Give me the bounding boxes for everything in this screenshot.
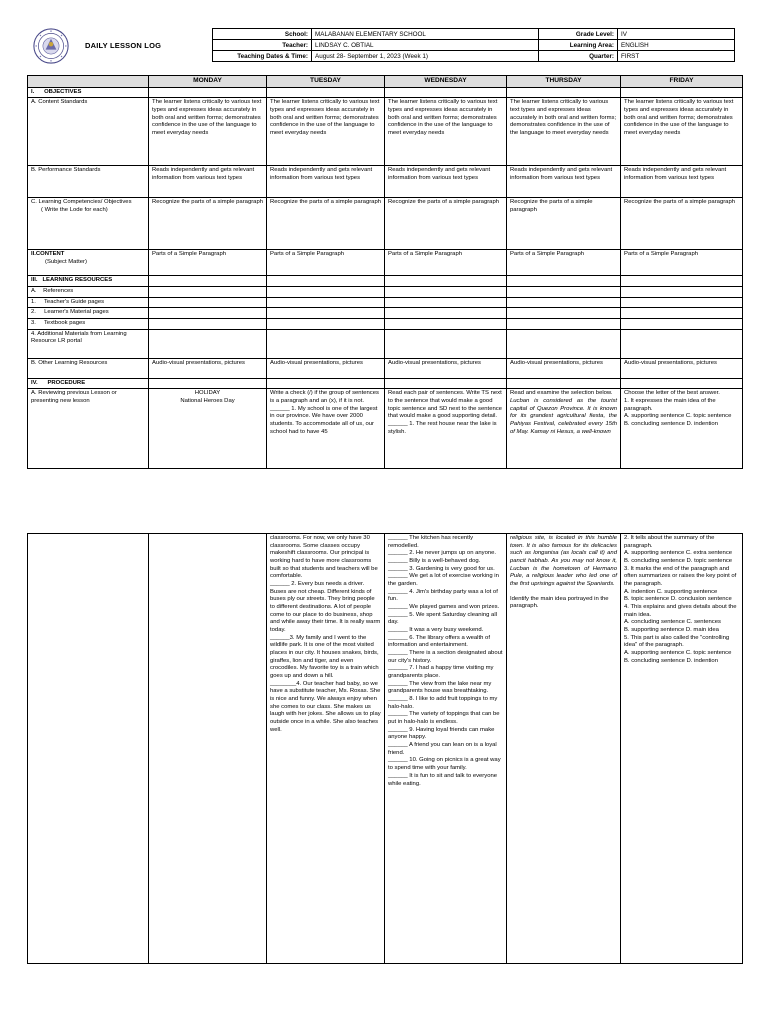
friday-line: 5. This part is also called the "controlling idea" of the paragraph. <box>624 634 730 649</box>
thursday-task: Identify the main idea portrayed in the paragraph. <box>510 595 609 610</box>
additional-materials-row <box>28 329 743 358</box>
friday-line: 3. It marks the end of the paragraph and often summarizes or raises the key point of the paragraph. <box>624 565 737 588</box>
content-label: II.CONTENT <box>31 251 65 258</box>
wednesday-line: ______ We get a lot of exercise working in the garden. <box>388 573 499 588</box>
teachers-guide-label: 1. Teacher's Guide pages <box>28 297 149 308</box>
wednesday-item-1: ______ 1. The rest house near the lake is stylish. <box>388 420 497 435</box>
teacher-label: Teacher: <box>213 40 312 51</box>
wednesday-line: ______ The kitchen has recently remodelled. <box>388 535 474 549</box>
content-row <box>28 250 743 276</box>
tuesday-item-2: ______ 2. Every bus needs a driver. Buses are not cheap. Different kinds of buses ply our streets. They bring people to different destinations. A lot of people come to our place to do business, shop and while away their time. It is really warm today. <box>270 581 381 634</box>
wednesday-line: ______ 7. I had a happy time visiting my grandparents place. <box>388 665 494 680</box>
competencies-label: C. Learning Competencies/ Objectives <box>31 199 132 206</box>
wednesday-line: ______ 4. Jim's birthday party was a lot of fun. <box>388 588 498 603</box>
procedure-row <box>28 378 743 389</box>
objectives-label: I. OBJECTIVES <box>28 87 149 98</box>
other-resources-label: B. Other Learning Resources <box>28 358 149 378</box>
textbook-row <box>28 318 743 329</box>
holiday-name: National Heroes Day <box>180 397 235 404</box>
wednesday-line: ______ 8. I like to add fruit toppings to my halo-halo. <box>388 696 498 710</box>
content-monday: Parts of a Simple Paragraph <box>149 250 267 276</box>
thursday-instruction: Read and examine the selection below. <box>510 390 613 397</box>
document-title: DAILY LESSON LOG <box>85 41 162 50</box>
lesson-log-table-part-2 <box>27 533 743 964</box>
content-friday: Parts of a Simple Paragraph <box>621 250 743 276</box>
friday-line: A. concluding sentence C. sentences <box>624 619 721 626</box>
tuesday-item-1-start: ______ 1. My school is one of the largest in our province. We have over 2000 students. To accommodate all of us, our school had to have 45 <box>270 405 378 435</box>
reviewing-friday-part-1 <box>621 389 743 469</box>
wednesday-line: ______ 5. We spent Saturday cleaning all day. <box>388 611 497 626</box>
content-standards-wednesday: The learner listens critically to various text types and expresses ideas accurately in both oral and written forms; demonstrates confidence in the use of the language to meet everyday needs <box>385 98 507 166</box>
other-resources-wednesday: Audio-visual presentations, pictures <box>385 358 507 378</box>
blank-header-cell <box>28 76 149 88</box>
learning-resources-row <box>28 276 743 287</box>
friday-line: A. supporting sentence C. extra sentence <box>624 550 733 557</box>
friday-q1-choice-a: A. supporting sentence C. topic sentence <box>624 413 732 420</box>
blank-label-cell <box>28 534 149 964</box>
performance-thursday: Reads independently and gets relevant information from various text types <box>507 166 621 198</box>
learning-resources-label: III. LEARNING RESOURCES <box>28 276 149 287</box>
tuesday-item-4: ________4. Our teacher had baby, so we have a substitute teacher, Ms. Roxas. She is nice and funny. We always enjoy when she comes to our class. She makes us laugh with her jokes. She allows us to play outside once in a while. She also teaches well. <box>270 680 381 733</box>
references-label: A. References <box>28 286 149 297</box>
wednesday-line: ______ 9. Having loyal friends can make anyone happy. <box>388 726 495 741</box>
wednesday-line: ______ 2. He never jumps up on anyone. <box>388 550 497 557</box>
tuesday-item-1-end: classrooms. For now, we only have 30 classrooms. Some classes occupy makeshift classrooms. Our principal is working hard to have more classrooms built so that students and teachers will be comfortable. <box>270 535 378 580</box>
wednesday-line: ______ Billy is a well-behaved dog. <box>388 558 481 565</box>
performance-friday: Reads independently and gets relevant information from various text types <box>621 166 743 198</box>
reviewing-friday-part-2 <box>621 534 743 964</box>
friday-line: B. supporting sentence D. main idea <box>624 627 719 634</box>
friday-line: B. concluding sentence D. indention <box>624 657 718 664</box>
competencies-thursday: Recognize the parts of a simple paragraph <box>507 198 621 250</box>
thursday-selection-start: Lucban is considered as the tourist capital of Quezon Province. It is known for its grandest agricultural fiesta, the Pahiyas Festival, celebrated every 15th of May. Kamay ni Hesus, a well-known <box>510 397 617 435</box>
teacher-value: LINDSAY C. OBTIAL <box>312 40 539 51</box>
content-thursday: Parts of a Simple Paragraph <box>507 250 621 276</box>
performance-wednesday: Reads independently and gets relevant information from various text types <box>385 166 507 198</box>
performance-monday: Reads independently and gets relevant information from various text types <box>149 166 267 198</box>
lesson-log-table-part-1 <box>27 75 743 469</box>
quarter-value: FIRST <box>618 51 735 62</box>
reviewing-tuesday-part-1 <box>267 389 385 469</box>
wednesday-line: ______ There is a section designated about our city's history. <box>388 650 503 664</box>
competencies-tuesday: Recognize the parts of a simple paragraph <box>267 198 385 250</box>
deped-seal-icon <box>33 28 69 64</box>
grade-level-value: IV <box>618 29 735 40</box>
textbook-label: 3. Textbook pages <box>28 318 149 329</box>
friday-line: B. concluding sentence D. topic sentence <box>624 558 733 565</box>
thursday-selection-end: religious site, is located in this humble town. It is also famous for its delicacies such as longanisa (as locals call it) and pancit habhab. As you may not know it, Lucban is the hometown of Hermano Pule, a religious leader who led one of the first uprisings against the Spaniards. <box>510 535 617 588</box>
wednesday-line: ______ The view from the lake near my grandparents house was breathtaking. <box>388 680 492 695</box>
wednesday-instruction: Read each pair of sentences. Write TS next to the sentence that would make a good topic sentence and SD next to the sentence that would make a good supporting detail. <box>388 390 502 420</box>
teaching-dates-label: Teaching Dates & Time: <box>213 51 312 62</box>
friday-line: A. supporting sentence C. topic sentence <box>624 650 732 657</box>
learning-area-value: ENGLISH <box>618 40 735 51</box>
wednesday-line: ______ 6. The library offers a wealth of information and entertainment. <box>388 634 490 649</box>
additional-materials-label: 4. Additional Materials from Learning Resource LR portal <box>28 329 149 358</box>
grade-level-label: Grade Level: <box>539 29 618 40</box>
other-resources-thursday: Audio-visual presentations, pictures <box>507 358 621 378</box>
competencies-wednesday: Recognize the parts of a simple paragraph <box>385 198 507 250</box>
day-header-tuesday: TUESDAY <box>267 76 385 88</box>
day-header-row <box>28 76 743 88</box>
tuesday-instruction: Write a check (/) if the group of sentences is a paragraph and an (x), if it is not. <box>270 390 379 404</box>
day-header-friday: FRIDAY <box>621 76 743 88</box>
content-standards-label: A. Content Standards <box>28 98 149 166</box>
wednesday-line: ______ We played games and won prizes. <box>388 604 500 611</box>
content-standards-tuesday: The learner listens critically to various text types and expresses ideas accurately in both oral and written forms; demonstrates confidence in the use of the language to meet everyday needs <box>267 98 385 166</box>
quarter-label: Quarter: <box>539 51 618 62</box>
teachers-guide-row <box>28 297 743 308</box>
competencies-friday: Recognize the parts of a simple paragraph <box>621 198 743 250</box>
holiday-label: HOLIDAY <box>194 390 221 397</box>
wednesday-line: ______ 3. Gardening is very good for us. <box>388 565 495 572</box>
competencies-row <box>28 198 743 250</box>
content-standards-monday: The learner listens critically to various text types and expresses ideas accurately in both oral and written forms; demonstrates confidence in the use of the language to meet everyday needs <box>149 98 267 166</box>
wednesday-line: ______ The variety of toppings that can be put in halo-halo is endless. <box>388 711 500 726</box>
objectives-row <box>28 87 743 98</box>
tuesday-item-3: ______3. My family and I went to the wildlife park. It is one of the most visited places in our city. It houses snakes, birds, giraffes, lion and tiger, and even crocodiles. My favorite toy is a train which goes up and down a hill. <box>270 634 379 680</box>
reviewing-row-part-1 <box>28 389 743 469</box>
other-resources-row <box>28 358 743 378</box>
wednesday-line: ______ 10. Going on picnics is a great way to spend time with your family. <box>388 757 501 772</box>
friday-line: 2. It tells about the summary of the paragraph. <box>624 535 715 549</box>
competencies-monday: Recognize the parts of a simple paragraph <box>149 198 267 250</box>
content-label-cell <box>28 250 149 276</box>
learning-area-label: Learning Area: <box>539 40 618 51</box>
teaching-dates-value: August 28- September 1, 2023 (Week 1) <box>312 51 539 62</box>
competencies-label-cell <box>28 198 149 250</box>
reviewing-row-part-2 <box>28 534 743 964</box>
friday-line: 4. This explains and gives details about the main idea. <box>624 604 737 618</box>
day-header-monday: MONDAY <box>149 76 267 88</box>
learners-material-label: 2. Learner's Material pages <box>28 308 149 319</box>
content-sublabel: (Subject Matter) <box>45 258 87 265</box>
reviewing-tuesday-part-2 <box>267 534 385 964</box>
friday-q1-choice-b: B. concluding sentence D. indention <box>624 420 718 427</box>
other-resources-monday: Audio-visual presentations, pictures <box>149 358 267 378</box>
other-resources-friday: Audio-visual presentations, pictures <box>621 358 743 378</box>
header-info-table <box>212 28 735 62</box>
wednesday-line: ______ It was a very busy weekend. <box>388 627 484 634</box>
content-standards-friday: The learner listens critically to various text types and expresses ideas accurately in both oral and written forms; demonstrates confidence in the use of the language to meet everyday needs <box>621 98 743 166</box>
friday-line: B. topic sentence D. conclusion sentence <box>624 596 732 603</box>
friday-q1: 1. It expresses the main idea of the paragraph. <box>624 397 716 412</box>
day-header-wednesday: WEDNESDAY <box>385 76 507 88</box>
friday-line: A. indention C. supporting sentence <box>624 588 718 595</box>
reviewing-thursday-part-2 <box>507 534 621 964</box>
content-wednesday: Parts of a Simple Paragraph <box>385 250 507 276</box>
competencies-note: ( Write the Lode for each) <box>41 206 108 213</box>
day-header-thursday: THURSDAY <box>507 76 621 88</box>
reviewing-label: A. Reviewing previous Lesson or presenting new lesson <box>28 389 149 469</box>
performance-tuesday: Reads independently and gets relevant information from various text types <box>267 166 385 198</box>
reviewing-wednesday-part-2 <box>385 534 507 964</box>
friday-instruction: Choose the letter of the best answer. <box>624 390 720 397</box>
reviewing-wednesday-part-1 <box>385 389 507 469</box>
performance-standards-label: B. Performance Standards <box>28 166 149 198</box>
performance-standards-row <box>28 166 743 198</box>
school-value: MALABANAN ELEMENTARY SCHOOL <box>312 29 539 40</box>
content-tuesday: Parts of a Simple Paragraph <box>267 250 385 276</box>
content-standards-row <box>28 98 743 166</box>
wednesday-line: ______ A friend you can lean on is a loyal friend. <box>388 742 497 756</box>
school-label: School: <box>213 29 312 40</box>
reviewing-monday <box>149 389 267 469</box>
other-resources-tuesday: Audio-visual presentations, pictures <box>267 358 385 378</box>
content-standards-thursday: The learner listens critically to various text types and expresses ideas accurately in both oral and written forms; demonstrates confidence in the use of the language to meet everyday needs <box>507 98 621 166</box>
blank-monday-cell <box>149 534 267 964</box>
wednesday-line: ______ It is fun to sit and talk to everyone while eating. <box>388 772 498 787</box>
references-row <box>28 286 743 297</box>
reviewing-thursday-part-1 <box>507 389 621 469</box>
log-header <box>27 26 742 66</box>
procedure-label: IV. PROCEDURE <box>28 378 149 389</box>
learners-material-row <box>28 308 743 319</box>
